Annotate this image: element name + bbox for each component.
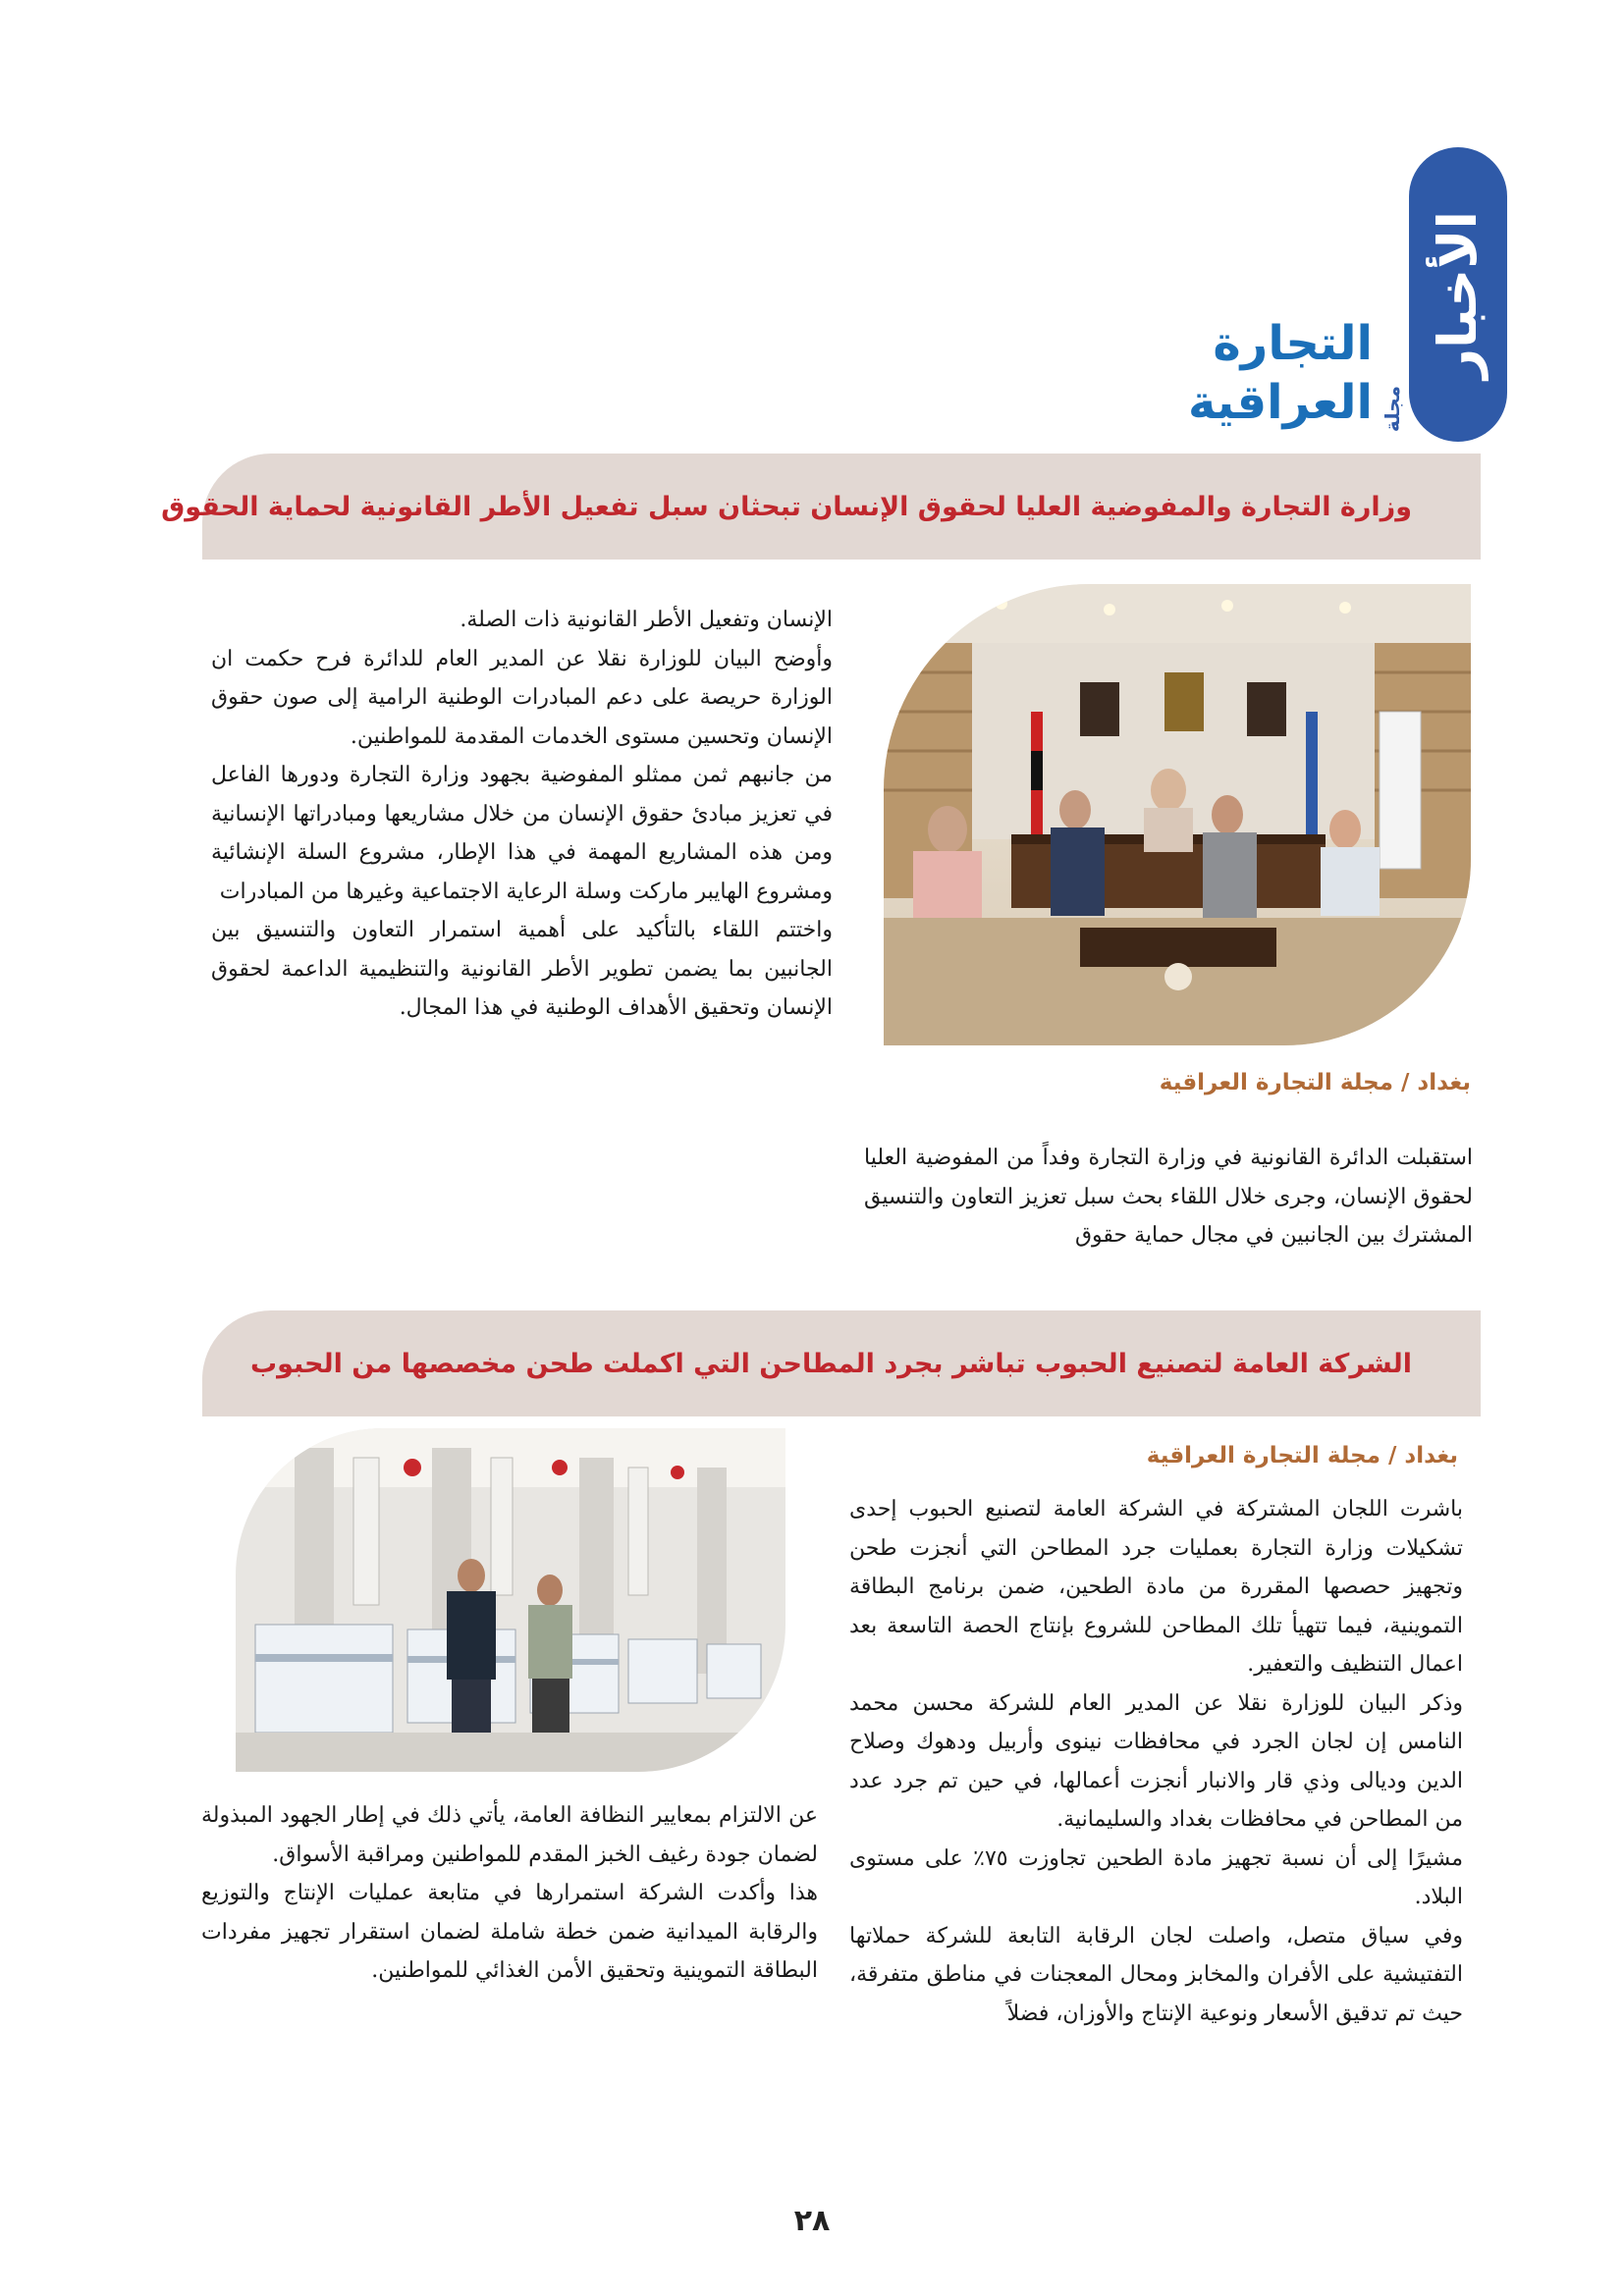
article1-dateline: بغداد / مجلة التجارة العراقية [1159,1070,1471,1095]
magazine-logo-title: التجارة العراقية [1187,316,1373,430]
article2-paragraph: هذا وأكدت الشركة استمرارها في متابعة عمليات الإنتاج والتوزيع والرقابة الميدانية ضمن خطة شاملة لضمان استقرار تجهيز مفردات البطاقة التموينية وتحقيق الأمن الغذائي للمواطنين. [201,1881,818,1983]
article1-headline-bar [161,454,1481,560]
section-label: الأخبار [1427,210,1489,379]
article1-lead [864,1139,1473,1255]
article2-headline-bar [202,1310,1481,1416]
article2-right-column [849,1490,1463,2033]
section-tab [1409,147,1507,442]
magazine-logo [1090,316,1404,432]
article1-paragraph: وأوضح البيان للوزارة نقلا عن المدير العام للدائرة فرح حكمت ان الوزارة حريصة على دعم المبادرات الوطنية الرامية إلى صون حقوق الإنسان وتحسين مستوى الخدمات المقدمة للمواطنين. [211,646,834,749]
meeting-room-photo [884,584,1471,1045]
page-number: ٢٨ [793,2204,831,2238]
article2-paragraph: وفي سياق متصل، واصلت لجان الرقابة التابعة للشركة حملاتها التفتيشية على الأفران والمخابز ومحال المعجنات في مناطق متفرقة، حيث تم تدقيق الأسعار ونوعية الإنتاج والأوزان، فضلاً [849,1923,1463,2026]
article2-left-column [201,1796,818,1991]
article2-paragraph: باشرت اللجان المشتركة في الشركة العامة لتصنيع الحبوب إحدى تشكيلات وزارة التجارة بعمليات جرد المطاحن التي أنجزت طحن وتجهيز حصصها المقررة من مادة الطحين، ضمن برنامج البطاقة التموينية، فيما تتهيأ تلك المطاحن للشروع بإنتاج الحصة التاسعة بعد اعمال التنظيف والتعفير. [849,1497,1463,1677]
article1-paragraph: الإنسان وتفعيل الأطر القانونية ذات الصلة. [460,608,833,632]
article1-paragraph: واختتم اللقاء بالتأكيد على أهمية استمرار التعاون والتنسيق بين الجانبين بما يضمن تطوير الأطر القانونية والتنظيمية الداعمة لحقوق الإنسان وتحقيق الأهداف الوطنية في هذا المجال. [211,918,833,1020]
article1-headline: وزارة التجارة والمفوضية العليا لحقوق الإنسان تبحثان سبل تفعيل الأطر القانونية لحماية الحقوق [161,491,1412,522]
article2-photo [236,1428,785,1772]
mill-photo [236,1428,785,1772]
article1-lead-paragraph: استقبلت الدائرة القانونية في وزارة التجارة وفداً من المفوضية العليا لحقوق الإنسان، وجرى خلال اللقاء بحث سبل تعزيز التعاون والتنسيق المشترك بين الجانبين في مجال حماية حقوق [864,1146,1473,1248]
magazine-logo-small: مجلة [1380,385,1404,432]
article2-headline: الشركة العامة لتصنيع الحبوب تباشر بجرد المطاحن التي اكملت طحن مخصصها من الحبوب [249,1348,1412,1379]
article2-paragraph: وذكر البيان للوزارة نقلا عن المدير العام للشركة محسن محمد النامس إن لجان الجرد في محافظات نينوى وأربيل ودهوك وصلاح الدين وديالى وذي قار والانبار أنجزت أعمالها، في حين تم جرد عدد من المطاحن في محافظات بغداد والسليمانية. [849,1690,1463,1832]
article1-left-column [211,601,833,1028]
article2-paragraph: مشيرًا إلى أن نسبة تجهيز مادة الطحين تجاوزت ٧٥٪ على مستوى البلاد. [849,1845,1463,1909]
article1-photo [884,584,1471,1045]
article1-paragraph: من جانبهم ثمن ممثلو المفوضية بجهود وزارة التجارة ودورها الفاعل في تعزيز مبادئ حقوق الإنسان من خلال مشاريعها ومبادراتها الإنسانية ومن هذه المشاريع المهمة في هذا الإطار، مشروع السلة الإنشائية ومشروع الهايبر ماركت وسلة الرعاية الاجتماعية وغيرها من المبادرات [211,763,833,904]
article2-dateline: بغداد / مجلة التجارة العراقية [1146,1443,1458,1468]
article2-paragraph: عن الالتزام بمعايير النظافة العامة، يأتي ذلك في إطار الجهود المبذولة لضمان جودة رغيف الخبز المقدم للمواطنين ومراقبة الأسواق. [201,1803,818,1867]
